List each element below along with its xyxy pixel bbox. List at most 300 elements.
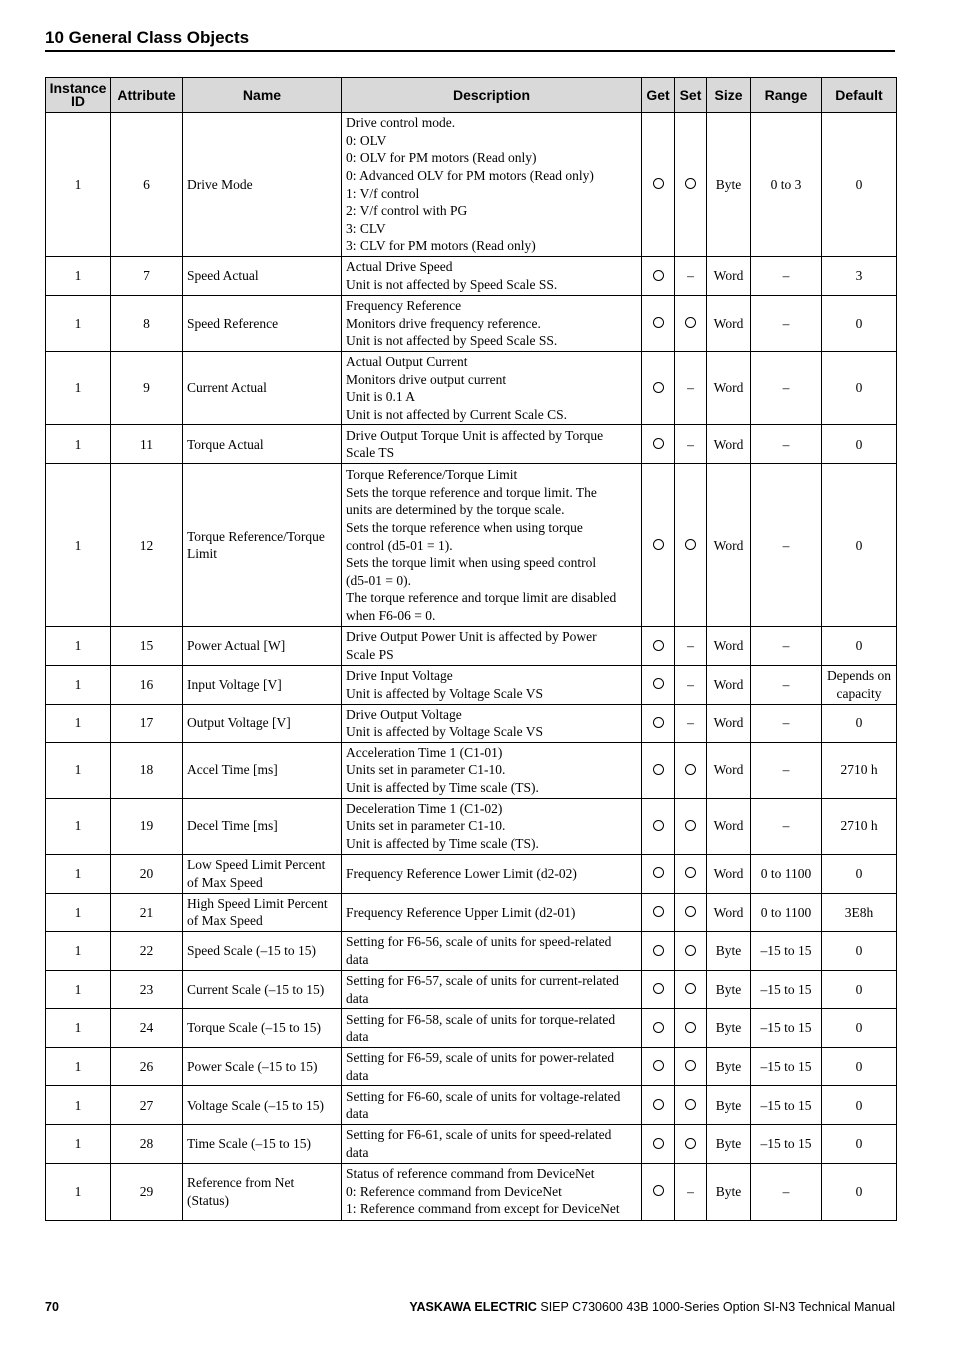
cell-range: – (751, 742, 822, 798)
circle-icon (653, 382, 664, 393)
description-line: Drive Output Voltage (346, 706, 462, 722)
cell-range: –15 to 15 (751, 1048, 822, 1086)
cell-name: Drive Mode (183, 113, 342, 257)
cell-default: 3 (822, 257, 897, 296)
cell-size: Byte (707, 1086, 751, 1125)
cell-get (642, 113, 675, 257)
col-header-get: Get (642, 78, 675, 113)
cell-name: Speed Actual (183, 257, 342, 296)
cell-get (642, 627, 675, 665)
dash-mark: – (687, 436, 694, 452)
circle-icon (653, 983, 664, 994)
cell-attribute: 8 (111, 296, 183, 352)
description-line: Monitors drive output current (346, 371, 507, 387)
circle-icon (653, 317, 664, 328)
table-row (46, 113, 897, 257)
cell-range: 0 to 3 (751, 113, 822, 257)
cell-size: Word (707, 893, 751, 931)
cell-name: Torque Scale (–15 to 15) (183, 1009, 342, 1048)
table-row (46, 627, 897, 665)
cell-instance-id: 1 (46, 352, 111, 425)
circle-icon (685, 1138, 696, 1149)
description-line: Unit is affected by Voltage Scale VS (346, 685, 543, 701)
description-line: Frequency Reference (346, 298, 462, 314)
cell-name: Current Scale (–15 to 15) (183, 970, 342, 1008)
cell-name: Input Voltage [V] (183, 665, 342, 704)
cell-instance-id: 1 (46, 893, 111, 931)
table-row (46, 1125, 897, 1163)
description-line: Scale TS (346, 445, 395, 461)
circle-icon (653, 270, 664, 281)
cell-description (342, 1048, 642, 1086)
circle-icon (685, 983, 696, 994)
cell-default: 3E8h (822, 893, 897, 931)
cell-description (342, 854, 642, 893)
cell-default: Depends on capacity (822, 665, 897, 704)
cell-default: 0 (822, 1125, 897, 1163)
description-line: 1: V/f control (346, 185, 420, 201)
cell-attribute: 6 (111, 113, 183, 257)
page-number: 70 (45, 1300, 59, 1314)
cell-set (675, 1125, 707, 1163)
table-row (46, 352, 897, 425)
page-footer (45, 1300, 895, 1316)
cell-set (675, 893, 707, 931)
cell-description (342, 257, 642, 296)
col-header-attribute: Attribute (111, 78, 183, 113)
cell-size: Byte (707, 113, 751, 257)
cell-default: 0 (822, 1163, 897, 1220)
col-header-set: Set (675, 78, 707, 113)
cell-name: Current Actual (183, 352, 342, 425)
description-line: units are determined by the torque scale. (346, 502, 565, 518)
cell-instance-id: 1 (46, 854, 111, 893)
circle-icon (685, 906, 696, 917)
cell-size: Word (707, 704, 751, 742)
description-line: data (346, 1144, 369, 1160)
table-row (46, 296, 897, 352)
cell-set (675, 704, 707, 742)
cell-description (342, 113, 642, 257)
table-row (46, 1163, 897, 1220)
cell-attribute: 20 (111, 854, 183, 893)
table-row (46, 257, 897, 296)
description-line: 0: Advanced OLV for PM motors (Read only) (346, 167, 594, 183)
cell-description (342, 1009, 642, 1048)
cell-attribute: 7 (111, 257, 183, 296)
cell-attribute: 18 (111, 742, 183, 798)
description-line: Setting for F6-59, scale of units for power-related (346, 1050, 615, 1066)
cell-get (642, 1009, 675, 1048)
cell-get (642, 1125, 675, 1163)
description-line: Sets the torque reference when using torque (346, 519, 583, 535)
circle-icon (653, 764, 664, 775)
description-line: Sets the torque reference and torque limit. The (346, 484, 597, 500)
description-line: Status of reference command from DeviceNet (346, 1166, 595, 1182)
cell-range: – (751, 464, 822, 627)
cell-name: Speed Scale (–15 to 15) (183, 931, 342, 970)
circle-icon (653, 717, 664, 728)
cell-default: 0 (822, 425, 897, 464)
cell-instance-id: 1 (46, 296, 111, 352)
cell-get (642, 464, 675, 627)
cell-size: Word (707, 665, 751, 704)
cell-default: 0 (822, 352, 897, 425)
cell-description (342, 1086, 642, 1125)
description-line: Setting for F6-60, scale of units for voltage-related (346, 1088, 621, 1104)
cell-attribute: 19 (111, 798, 183, 854)
cell-attribute: 27 (111, 1086, 183, 1125)
cell-range: – (751, 1163, 822, 1220)
description-line: Setting for F6-56, scale of units for speed-related (346, 934, 612, 950)
cell-attribute: 24 (111, 1009, 183, 1048)
circle-icon (685, 820, 696, 831)
cell-size: Word (707, 464, 751, 627)
description-line: Unit is affected by Time scale (TS). (346, 780, 539, 796)
cell-size: Byte (707, 1125, 751, 1163)
cell-default: 0 (822, 704, 897, 742)
cell-description (342, 352, 642, 425)
cell-attribute: 12 (111, 464, 183, 627)
description-line: Frequency Reference Lower Limit (d2-02) (346, 865, 577, 881)
description-line: data (346, 1067, 369, 1083)
circle-icon (685, 867, 696, 878)
cell-set (675, 425, 707, 464)
table-row (46, 425, 897, 464)
cell-set (675, 970, 707, 1008)
cell-range: – (751, 665, 822, 704)
cell-set (675, 665, 707, 704)
cell-size: Word (707, 627, 751, 665)
cell-range: 0 to 1100 (751, 854, 822, 893)
cell-instance-id: 1 (46, 665, 111, 704)
cell-instance-id: 1 (46, 970, 111, 1008)
circle-icon (653, 1022, 664, 1033)
description-line: Sets the torque limit when using speed control (346, 555, 597, 571)
cell-default: 0 (822, 970, 897, 1008)
description-line: Acceleration Time 1 (C1-01) (346, 744, 503, 760)
cell-range: – (751, 257, 822, 296)
attribute-table (45, 77, 897, 1221)
cell-size: Word (707, 352, 751, 425)
cell-set (675, 627, 707, 665)
table-row (46, 931, 897, 970)
cell-size: Byte (707, 1163, 751, 1220)
cell-set (675, 257, 707, 296)
cell-size: Word (707, 798, 751, 854)
description-line: Unit is 0.1 A (346, 389, 416, 405)
table-row (46, 854, 897, 893)
cell-range: – (751, 627, 822, 665)
cell-attribute: 16 (111, 665, 183, 704)
circle-icon (653, 906, 664, 917)
cell-set (675, 1163, 707, 1220)
cell-attribute: 21 (111, 893, 183, 931)
cell-name: Power Actual [W] (183, 627, 342, 665)
description-line: 1: Reference command from except for DeviceNet (346, 1201, 620, 1217)
cell-name: Decel Time [ms] (183, 798, 342, 854)
cell-size: Byte (707, 931, 751, 970)
circle-icon (653, 1138, 664, 1149)
cell-range: 0 to 1100 (751, 893, 822, 931)
cell-size: Byte (707, 1009, 751, 1048)
cell-instance-id: 1 (46, 627, 111, 665)
cell-get (642, 798, 675, 854)
section-title: 10 General Class Objects (45, 28, 895, 52)
circle-icon (653, 438, 664, 449)
description-line: data (346, 1106, 369, 1122)
description-line: 2: V/f control with PG (346, 203, 468, 219)
description-line: Actual Output Current (346, 354, 468, 369)
cell-instance-id: 1 (46, 1125, 111, 1163)
cell-default: 0 (822, 931, 897, 970)
cell-description (342, 1163, 642, 1220)
circle-icon (685, 178, 696, 189)
cell-set (675, 742, 707, 798)
cell-name: Torque Actual (183, 425, 342, 464)
description-line: The torque reference and torque limit are disabled (346, 590, 617, 606)
cell-instance-id: 1 (46, 1163, 111, 1220)
description-line: Units set in parameter C1-10. (346, 818, 506, 834)
description-line: Drive Output Torque Unit is affected by Torque (346, 427, 604, 443)
table-header-row (46, 78, 897, 113)
cell-default: 0 (822, 1048, 897, 1086)
cell-set (675, 931, 707, 970)
cell-name: Accel Time [ms] (183, 742, 342, 798)
description-line: 3: CLV (346, 220, 386, 236)
description-line: Monitors drive frequency reference. (346, 315, 541, 331)
cell-instance-id: 1 (46, 798, 111, 854)
description-line: Setting for F6-58, scale of units for torque-related (346, 1011, 616, 1027)
cell-attribute: 29 (111, 1163, 183, 1220)
manual-name: SIEP C730600 43B 1000-Series Option SI-N3 Technical Manual (540, 1300, 895, 1314)
cell-attribute: 17 (111, 704, 183, 742)
cell-default: 0 (822, 854, 897, 893)
cell-range: – (751, 352, 822, 425)
description-line: Deceleration Time 1 (C1-02) (346, 800, 503, 816)
manual-title (409, 1300, 895, 1314)
cell-attribute: 28 (111, 1125, 183, 1163)
col-header-size: Size (707, 78, 751, 113)
description-line: 3: CLV for PM motors (Read only) (346, 238, 536, 254)
table-row (46, 798, 897, 854)
cell-name: Reference from Net (Status) (183, 1163, 342, 1220)
col-header-range: Range (751, 78, 822, 113)
cell-attribute: 9 (111, 352, 183, 425)
cell-set (675, 854, 707, 893)
circle-icon (685, 764, 696, 775)
cell-description (342, 970, 642, 1008)
cell-description (342, 627, 642, 665)
dash-mark: – (687, 715, 694, 731)
cell-instance-id: 1 (46, 464, 111, 627)
cell-default: 2710 h (822, 798, 897, 854)
cell-range: –15 to 15 (751, 970, 822, 1008)
cell-range: –15 to 15 (751, 1009, 822, 1048)
table-row (46, 742, 897, 798)
cell-default: 0 (822, 464, 897, 627)
cell-get (642, 425, 675, 464)
circle-icon (685, 945, 696, 956)
cell-set (675, 352, 707, 425)
cell-description (342, 742, 642, 798)
cell-name: Torque Reference/Torque Limit (183, 464, 342, 627)
description-line: Scale PS (346, 646, 394, 662)
col-header-instance: Instance ID (46, 78, 111, 113)
description-line: data (346, 990, 369, 1006)
description-line: Actual Drive Speed (346, 259, 453, 275)
cell-instance-id: 1 (46, 1009, 111, 1048)
description-line: data (346, 951, 369, 967)
description-line: Unit is not affected by Speed Scale SS. (346, 277, 558, 292)
cell-name: Power Scale (–15 to 15) (183, 1048, 342, 1086)
cell-instance-id: 1 (46, 1048, 111, 1086)
cell-set (675, 296, 707, 352)
table-row (46, 464, 897, 627)
cell-get (642, 352, 675, 425)
cell-get (642, 742, 675, 798)
table-row (46, 1009, 897, 1048)
cell-instance-id: 1 (46, 704, 111, 742)
circle-icon (685, 1060, 696, 1071)
table-row (46, 893, 897, 931)
description-line: Unit is not affected by Speed Scale SS. (346, 333, 558, 349)
circle-icon (685, 1099, 696, 1110)
circle-icon (653, 178, 664, 189)
cell-description (342, 464, 642, 627)
cell-instance-id: 1 (46, 931, 111, 970)
cell-description (342, 798, 642, 854)
cell-get (642, 854, 675, 893)
cell-description (342, 893, 642, 931)
cell-range: – (751, 704, 822, 742)
cell-size: Word (707, 742, 751, 798)
table-row (46, 1086, 897, 1125)
circle-icon (653, 1099, 664, 1110)
col-header-name: Name (183, 78, 342, 113)
circle-icon (685, 1022, 696, 1033)
cell-instance-id: 1 (46, 113, 111, 257)
cell-size: Word (707, 425, 751, 464)
cell-get (642, 296, 675, 352)
description-line: Frequency Reference Upper Limit (d2-01) (346, 904, 576, 920)
description-line: 0: OLV (346, 132, 387, 148)
cell-get (642, 1086, 675, 1125)
cell-get (642, 257, 675, 296)
circle-icon (685, 317, 696, 328)
cell-size: Word (707, 257, 751, 296)
cell-set (675, 464, 707, 627)
cell-name: High Speed Limit Percent of Max Speed (183, 893, 342, 931)
cell-description (342, 1125, 642, 1163)
cell-name: Speed Reference (183, 296, 342, 352)
dash-mark: – (687, 638, 694, 654)
circle-icon (653, 867, 664, 878)
cell-get (642, 704, 675, 742)
dash-mark: – (687, 1183, 694, 1199)
description-line: Units set in parameter C1-10. (346, 762, 506, 778)
circle-icon (653, 945, 664, 956)
cell-size: Byte (707, 970, 751, 1008)
description-line: Setting for F6-57, scale of units for current-related (346, 972, 619, 988)
description-line: 0: OLV for PM motors (Read only) (346, 150, 537, 166)
cell-set (675, 798, 707, 854)
description-line: Unit is not affected by Current Scale CS. (346, 406, 567, 422)
cell-name: Voltage Scale (–15 to 15) (183, 1086, 342, 1125)
cell-attribute: 22 (111, 931, 183, 970)
table-row (46, 1048, 897, 1086)
cell-description (342, 931, 642, 970)
col-header-description: Description (342, 78, 642, 113)
cell-size: Byte (707, 1048, 751, 1086)
cell-description (342, 425, 642, 464)
cell-default: 0 (822, 113, 897, 257)
cell-default: 0 (822, 1009, 897, 1048)
cell-default: 0 (822, 1086, 897, 1125)
cell-name: Output Voltage [V] (183, 704, 342, 742)
cell-description (342, 296, 642, 352)
circle-icon (653, 539, 664, 550)
cell-attribute: 15 (111, 627, 183, 665)
cell-get (642, 1048, 675, 1086)
description-line: Drive control mode. (346, 115, 456, 131)
cell-description (342, 665, 642, 704)
cell-attribute: 26 (111, 1048, 183, 1086)
circle-icon (653, 1185, 664, 1196)
brand-name: YASKAWA ELECTRIC (409, 1300, 537, 1314)
cell-range: – (751, 296, 822, 352)
cell-instance-id: 1 (46, 742, 111, 798)
description-line: (d5-01 = 0). (346, 572, 411, 588)
cell-range: – (751, 798, 822, 854)
cell-set (675, 113, 707, 257)
cell-instance-id: 1 (46, 257, 111, 296)
cell-get (642, 931, 675, 970)
cell-description (342, 704, 642, 742)
cell-range: –15 to 15 (751, 931, 822, 970)
description-line: Unit is affected by Voltage Scale VS (346, 724, 543, 740)
cell-name: Low Speed Limit Percent of Max Speed (183, 854, 342, 893)
cell-instance-id: 1 (46, 1086, 111, 1125)
dash-mark: – (687, 676, 694, 692)
cell-default: 0 (822, 296, 897, 352)
cell-set (675, 1048, 707, 1086)
dash-mark: – (687, 380, 694, 396)
cell-set (675, 1009, 707, 1048)
description-line: Drive Input Voltage (346, 667, 453, 683)
table-row (46, 970, 897, 1008)
description-line: control (d5-01 = 1). (346, 537, 453, 553)
cell-instance-id: 1 (46, 425, 111, 464)
cell-size: Word (707, 854, 751, 893)
cell-name: Time Scale (–15 to 15) (183, 1125, 342, 1163)
cell-set (675, 1086, 707, 1125)
cell-attribute: 11 (111, 425, 183, 464)
cell-default: 0 (822, 627, 897, 665)
cell-get (642, 970, 675, 1008)
table-row (46, 665, 897, 704)
cell-default: 2710 h (822, 742, 897, 798)
cell-size: Word (707, 296, 751, 352)
description-line: Drive Output Power Unit is affected by Power (346, 629, 597, 645)
description-line: Unit is affected by Time scale (TS). (346, 836, 539, 852)
cell-get (642, 893, 675, 931)
cell-range: –15 to 15 (751, 1086, 822, 1125)
circle-icon (685, 539, 696, 550)
dash-mark: – (687, 268, 694, 284)
description-line: 0: Reference command from DeviceNet (346, 1183, 562, 1199)
description-line: data (346, 1029, 369, 1045)
